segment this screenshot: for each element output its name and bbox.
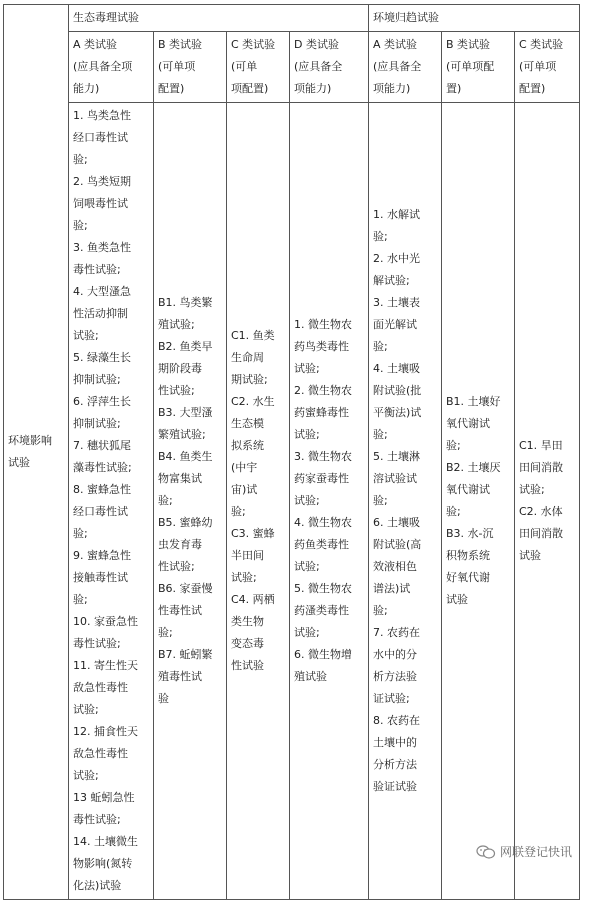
section-header-env: 环境归趋试验 xyxy=(369,5,580,32)
row-label-cell: 环境影响 试验 xyxy=(4,5,69,900)
header-eco-d: D 类试验 (应具备全 项能力) xyxy=(290,32,369,103)
pesticide-test-table xyxy=(3,4,580,900)
header-eco-b: B 类试验 (可单项 配置) xyxy=(154,32,227,103)
header-eco-c: C 类试验 (可单 项配置) xyxy=(227,32,290,103)
header-env-a: A 类试验 (应具备全 项能力) xyxy=(369,32,442,103)
category-header-row xyxy=(4,32,580,103)
cell-eco-b: B1. 鸟类繁 殖试验; B2. 鱼类早 期阶段毒 性试验; B3. 大型溞 繁殖试验; B4. 鱼类生 物富集试 验; B5. 蜜蜂幼 虫发育毒 性试验; B6. 家蚕慢 性毒性试 验; B7. 蚯蚓繁 殖毒性试 验 xyxy=(154,103,227,900)
header-eco-a: A 类试验 (应具备全项 能力) xyxy=(69,32,154,103)
cell-eco-a: 1. 鸟类急性 经口毒性试 验; 2. 鸟类短期 饲喂毒性试 验; 3. 鱼类急性 毒性试验; 4. 大型溞急 性活动抑制 试验; 5. 绿藻生长 抑制试验; 6. 浮萍生长 抑制试验; 7. 穗状狐尾 藻毒性试验; 8. 蜜蜂急性 经口毒性试 验; 9. 蜜蜂急性 接触毒性试 验; 10. 家蚕急性 毒性试验; 11. 寄生性天 敌急性毒性 试验; 12. 捕食性天 敌急性毒性 试验; 13 蚯蚓急性 毒性试验; 14. 土壤微生 物影响(氮转 化法)试验 xyxy=(69,103,154,900)
cell-env-a: 1. 水解试 验; 2. 水中光 解试验; 3. 土壤表 面光解试 验; 4. 土壤吸 附试验(批 平衡法)试 验; 5. 土壤淋 溶试验试 验; 6. 土壤吸 附试验(高 效液相色 谱法)试 验; 7. 农药在 水中的分 析方法验 证试验; 8. 农药在 土壤中的 分析方法 验证试验 xyxy=(369,103,442,900)
cell-eco-d: 1. 微生物农 药鸟类毒性 试验; 2. 微生物农 药蜜蜂毒性 试验; 3. 微生物农 药家蚕毒性 试验; 4. 微生物农 药鱼类毒性 试验; 5. 微生物农 药溞类毒性 试验; 6. 微生物增 殖试验 xyxy=(290,103,369,900)
wechat-icon xyxy=(476,845,496,859)
cell-env-c: C1. 旱田 田间消散 试验; C2. 水体 田间消散 试验 xyxy=(515,103,580,900)
cell-eco-c: C1. 鱼类 生命周 期试验; C2. 水生 生态模 拟系统 (中宇 宙)试 验; C3. 蜜蜂 半田间 试验; C4. 两栖 类生物 变态毒 性试验 xyxy=(227,103,290,900)
header-env-b: B 类试验 (可单项配 置) xyxy=(442,32,515,103)
content-row xyxy=(4,103,580,900)
watermark xyxy=(476,843,572,860)
header-env-c: C 类试验 (可单项 配置) xyxy=(515,32,580,103)
section-header-eco: 生态毒理试验 xyxy=(69,5,369,32)
section-row xyxy=(4,5,580,32)
watermark-text: 网联登记快讯 xyxy=(499,845,572,859)
cell-env-b: B1. 土壤好 氧代谢试 验; B2. 土壤厌 氧代谢试 验; B3. 水-沉 积物系统 好氧代谢 试验 xyxy=(442,103,515,900)
